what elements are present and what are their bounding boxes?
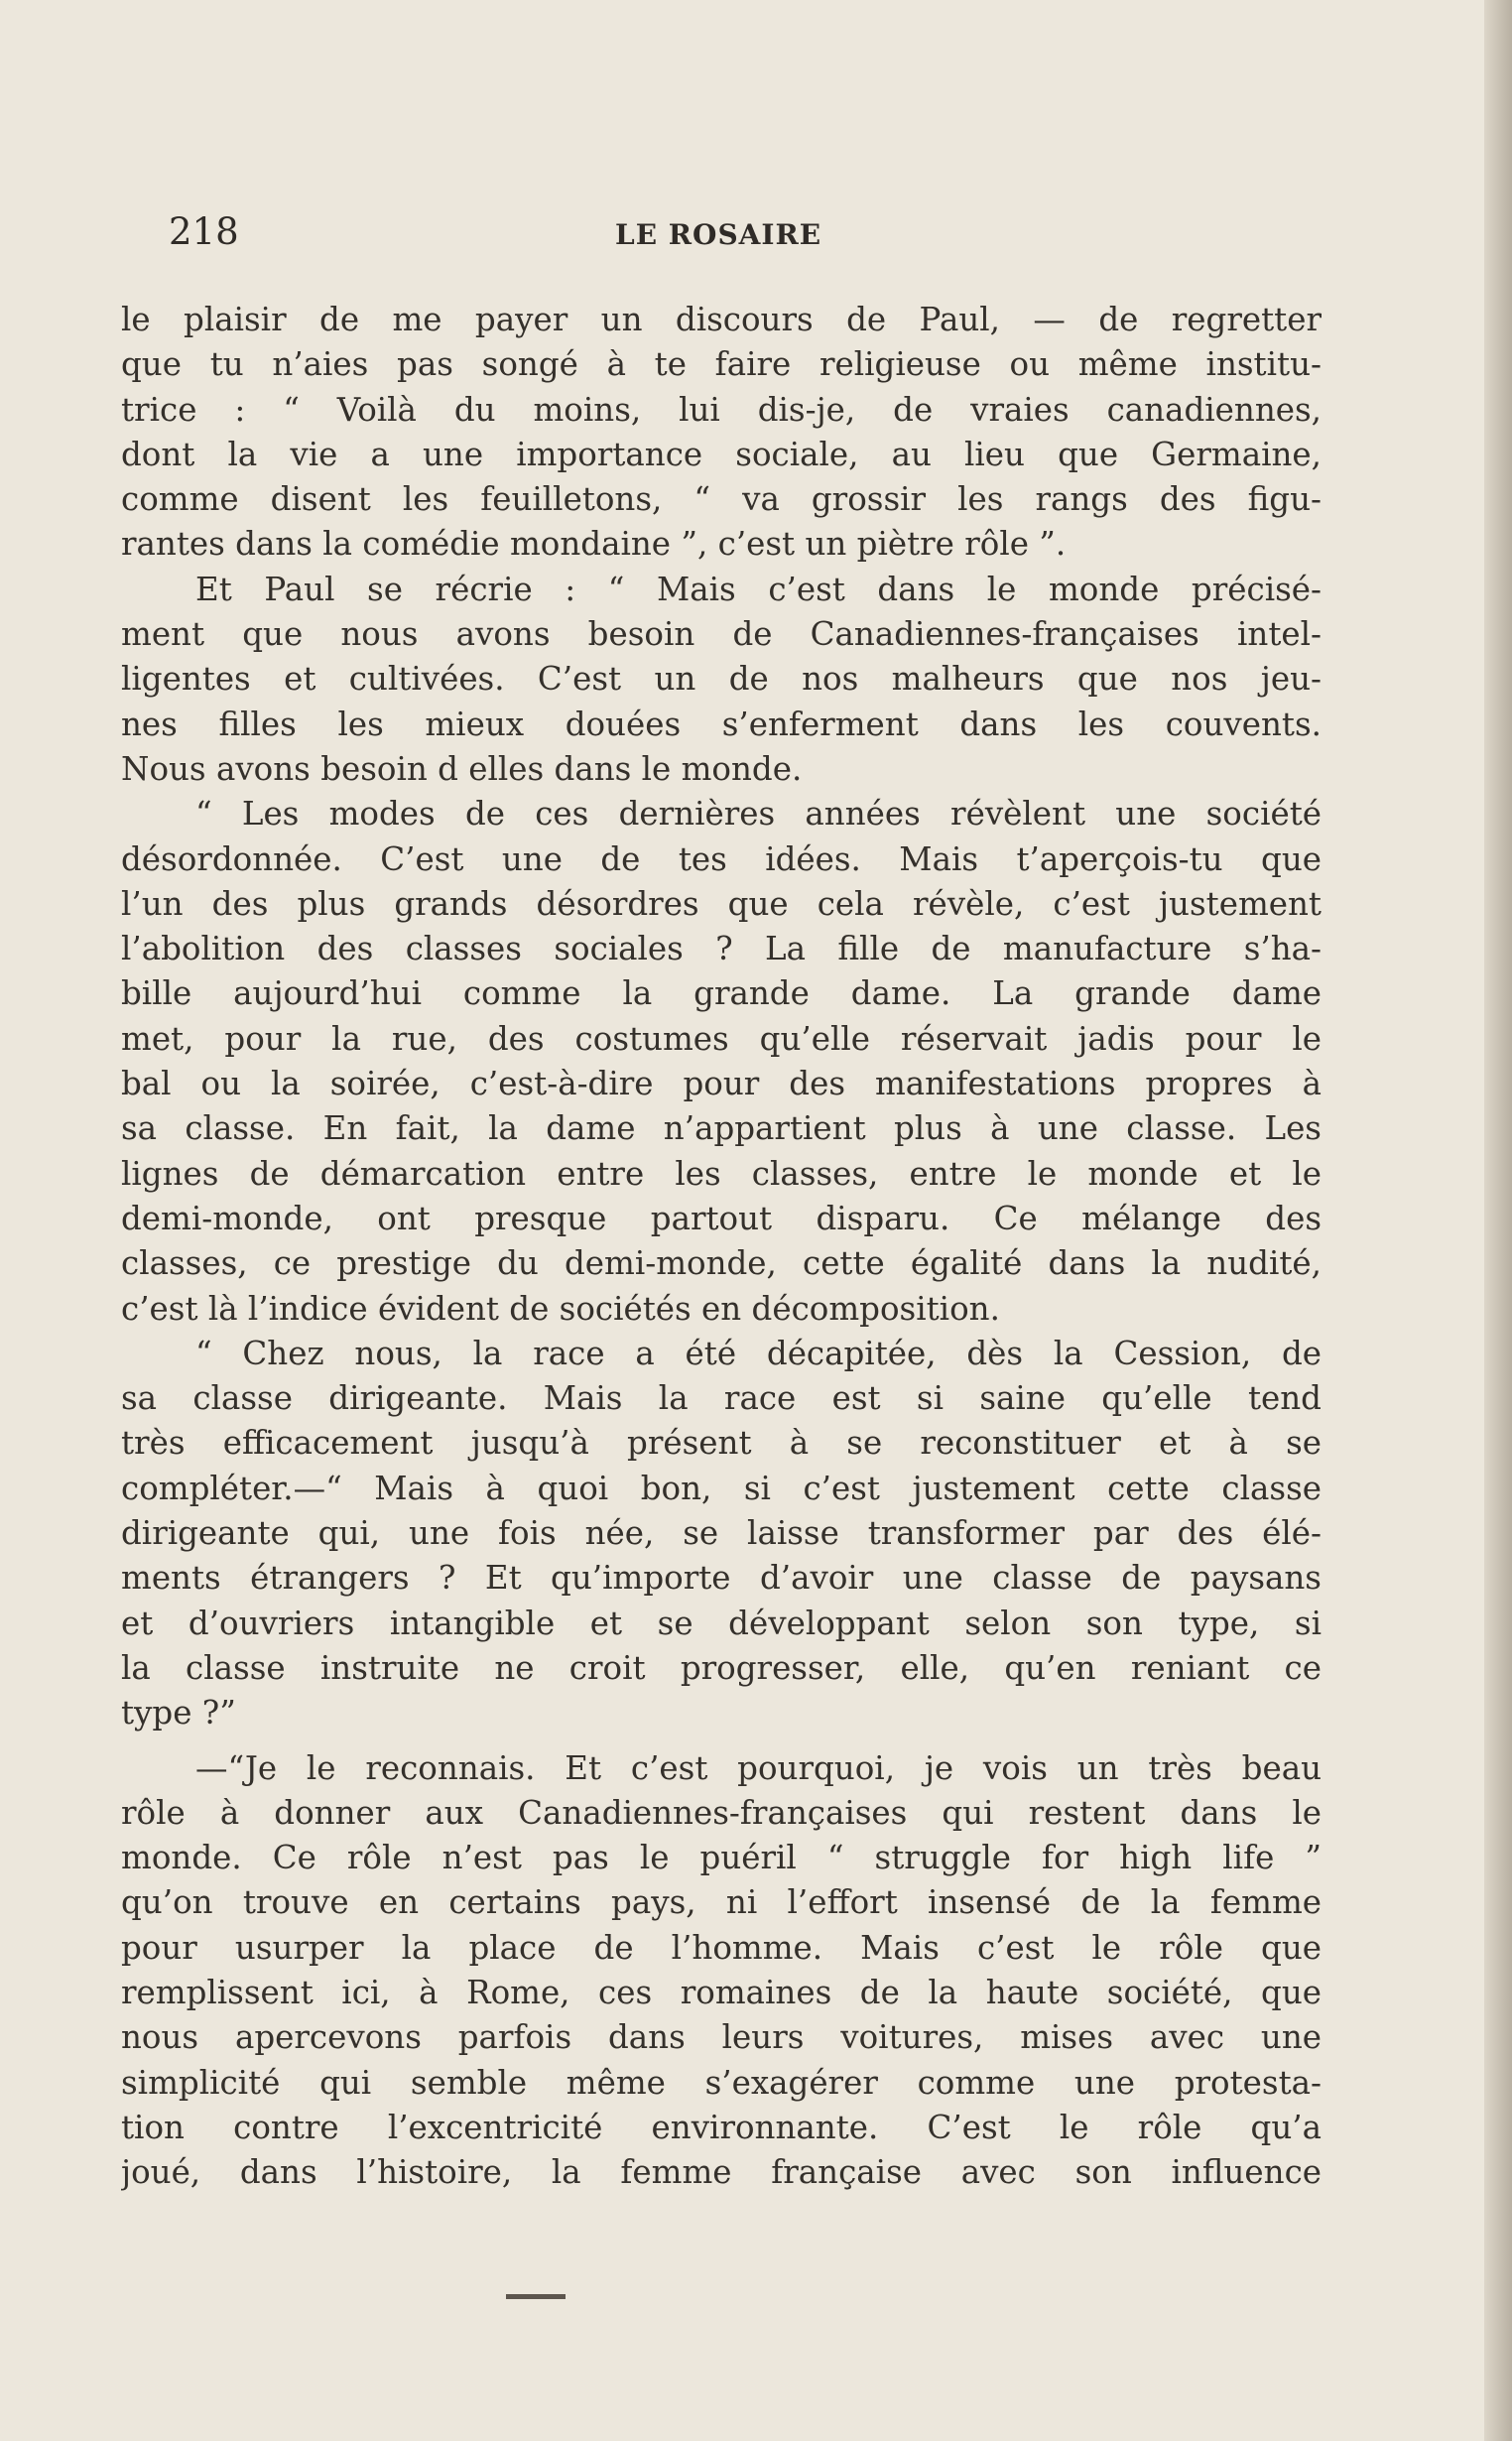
text-line: bille aujourd’hui comme la grande dame. La grande dame <box>121 974 1322 1013</box>
text-line: lignes de démarcation entre les classes, entre le monde et le <box>121 1154 1322 1193</box>
text-line: comme disent les feuilletons, “ va grossir les rangs des figu- <box>121 480 1322 519</box>
text-line: très efficacement jusqu’à présent à se reconstituer et à se <box>121 1424 1322 1463</box>
text-line: qu’on trouve en certains pays, ni l’effort insensé de la femme <box>121 1883 1322 1922</box>
text-line: bal ou la soirée, c’est-à-dire pour des manifestations propres à <box>121 1065 1322 1103</box>
text-line: tion contre l’excentricité environnante. C’est le rôle qu’a <box>121 2108 1322 2146</box>
text-line: —“Je le reconnais. Et c’est pourquoi, je vois un très beau <box>195 1748 1322 1787</box>
text-line: le plaisir de me payer un discours de Paul, — de regretter <box>121 301 1322 338</box>
text-line: ment que nous avons besoin de Canadiennes-françaises intel- <box>121 615 1322 654</box>
text-line: ligentes et cultivées. C’est un de nos malheurs que nos jeu- <box>121 660 1322 699</box>
text-line: Nous avons besoin d elles dans le monde. <box>121 749 803 788</box>
text-line: Et Paul se récrie : “ Mais c’est dans le monde précisé- <box>195 570 1322 608</box>
text-line: ments étrangers ? Et qu’importe d’avoir une classe de paysans <box>121 1559 1322 1598</box>
text-line: compléter.—“ Mais à quoi bon, si c’est justement cette classe <box>121 1469 1322 1507</box>
text-line: dont la vie a une importance sociale, au lieu que Germaine, <box>121 435 1322 473</box>
text-line: type ?” <box>121 1694 236 1733</box>
book-title: LE ROSAIRE <box>615 218 822 251</box>
text-line: met, pour la rue, des costumes qu’elle réservait jadis pour le <box>121 1019 1322 1058</box>
running-head <box>169 210 1310 260</box>
text-line: nes filles les mieux douées s’enferment dans les couvents. <box>121 705 1322 743</box>
text-line: simplicité qui semble même s’exagérer comme une protesta- <box>121 2063 1322 2102</box>
text-line: remplissent ici, à Rome, ces romaines de la haute société, que <box>121 1973 1322 2011</box>
text-line: que tu n’aies pas songé à te faire religieuse ou même institu- <box>121 345 1322 384</box>
text-line: classes, ce prestige du demi-monde, cette égalité dans la nudité, <box>121 1244 1322 1283</box>
text-line: trice : “ Voilà du moins, lui dis-je, de vraies canadiennes, <box>121 390 1322 429</box>
text-line: monde. Ce rôle n’est pas le puéril “ struggle for high life ” <box>121 1839 1322 1877</box>
text-line: joué, dans l’histoire, la femme française avec son influence <box>121 2153 1322 2192</box>
text-line: la classe instruite ne croit progresser, elle, qu’en reniant ce <box>121 1648 1322 1687</box>
text-line: sa classe. En fait, la dame n’appartient plus à une classe. Les <box>121 1109 1322 1148</box>
footer-rule <box>506 2294 566 2299</box>
text-line: “ Chez nous, la race a été décapitée, dès la Cession, de <box>195 1334 1322 1372</box>
text-line: rôle à donner aux Canadiennes-françaises qui restent dans le <box>121 1793 1322 1832</box>
text-line: désordonnée. C’est une de tes idées. Mais t’aperçois-tu que <box>121 839 1322 878</box>
text-line: sa classe dirigeante. Mais la race est si saine qu’elle tend <box>121 1379 1322 1418</box>
text-line: pour usurper la place de l’homme. Mais c’est le rôle que <box>121 1928 1322 1967</box>
text-line: c’est là l’indice évident de sociétés en décomposition. <box>121 1289 1000 1328</box>
text-line: l’abolition des classes sociales ? La fille de manufacture s’ha- <box>121 930 1322 968</box>
text-line: dirigeante qui, une fois née, se laisse transformer par des élé- <box>121 1514 1322 1553</box>
text-line: “ Les modes de ces dernières années révèlent une société <box>195 795 1322 834</box>
text-line: nous apercevons parfois dans leurs voitures, mises avec une <box>121 2018 1322 2057</box>
body-text <box>121 298 1322 2195</box>
text-line: et d’ouvriers intangible et se développant selon son type, si <box>121 1604 1322 1642</box>
page-number: 218 <box>169 210 239 253</box>
paragraph-gap <box>121 1736 1322 1746</box>
text-line: demi-monde, ont presque partout disparu. Ce mélange des <box>121 1199 1322 1237</box>
text-line: rantes dans la comédie mondaine ”, c’est un piètre rôle ”. <box>121 525 1067 564</box>
page-spine <box>1484 0 1512 2441</box>
text-line: l’un des plus grands désordres que cela révèle, c’est justement <box>121 884 1322 923</box>
